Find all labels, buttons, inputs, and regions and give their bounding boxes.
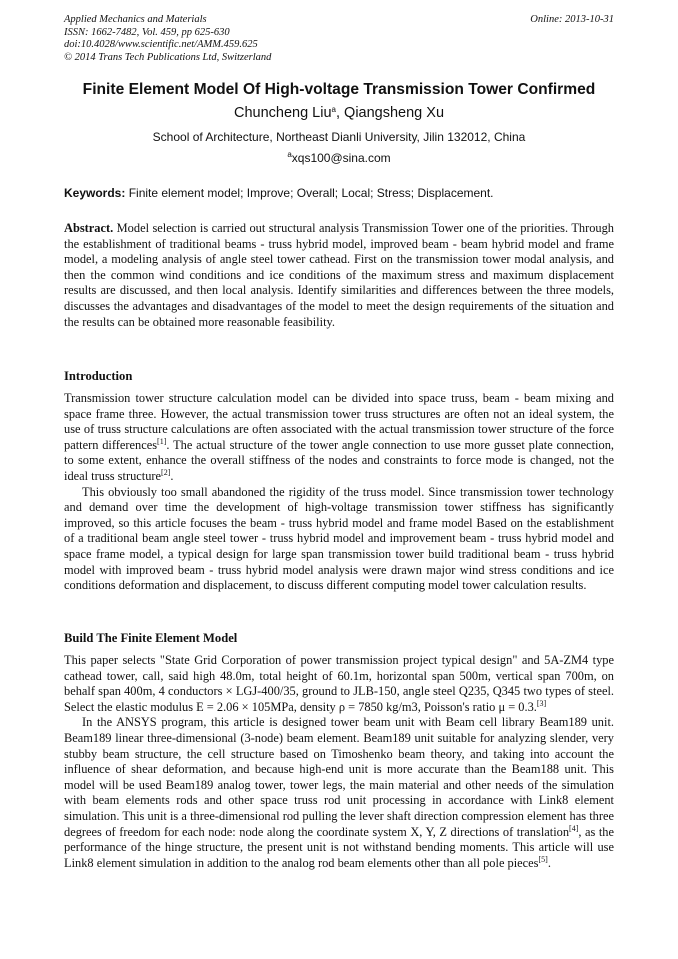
email-line [40,151,638,165]
doi-line: doi:10.4028/www.scientific.net/AMM.459.625 [64,39,258,50]
journal-name: Applied Mechanics and Materials [64,14,207,25]
citation: [2] [161,467,171,477]
keywords [64,186,614,200]
paragraph-text: . The actual structure of the tower angle connection to use more gusset plate connection, to some extent, enhance the overall stiffness of the nodes and constraints to force mode is changed, not the ideal truss structure [64,437,614,483]
build-model-section [64,653,614,871]
abstract [64,221,614,330]
paragraph-text: , as the performance of the hinge structure, the present unit is not withstand bending moments. This article will use Link8 element simulation in addition to the analog rod beam elements other than all pole pieces [64,824,614,870]
paragraph-text: In the ANSYS program, this article is designed tower beam unit with Beam cell library Beam189 unit. Beam189 linear three-dimensional (3-node) beam element. Beam189 unit suitable for analyzing slender, very stubby beam structure, the cell structure based on Timoshenko beam theory, and taking into account the influence of shear deformation, and because high-end unit is more accurate than the Beam188 unit. This model will be used Beam189 analog tower, tower legs, the main material and other needs of the simulation with beam elements rods and other space truss rod unit processing in accordance with Link8 element simulation. This unit is a three-dimensional rod pulling the lever shaft direction compression element has three degrees of freedom for each node: node along the coordinate system X, Y, Z directions of translation [64,715,614,839]
abstract-text: Model selection is carried out structural analysis Transmission Tower one of the priorities. Through the establishment of traditional beams - truss hybrid model, improved beam - beam hybrid model and frame model, a modeling analysis of angle steel tower cathead. First on the transmission tower modal analysis, and then the common wind conditions and ice conditions of the maximum stress and maximum displacement results are discussed, and then local analysis. Identify similarities and differences between the three models, discusses the advantages and disadvantages of the model to meet the design requirements of the situation and the results can be obtained more reasonable feasibility. [64,221,614,329]
paragraph [64,391,614,485]
author-line [40,105,638,121]
email-mark: a [287,150,292,159]
copyright-line: © 2014 Trans Tech Publications Ltd, Switzerland [64,51,272,63]
paragraph [64,715,614,871]
paragraph-text: Transmission tower structure calculation model can be divided into space truss, beam - beam mixing and space frame three. However, the actual transmission tower truss structures are often not an ideal system, the use of truss structure calculations are often associated with the actual transmission tower structure of the force pattern differences [64,391,614,452]
issn-line: ISSN: 1662-7482, Vol. 459, pp 625-630 [64,26,230,38]
build-model-heading: Build The Finite Element Model [64,631,238,645]
author-separator: , [335,105,345,121]
journal-header [64,14,614,64]
paragraph-text: . [170,468,174,483]
introduction-section [64,391,614,594]
keywords-text: Finite element model; Improve; Overall; Local; Stress; Displacement. [125,186,494,200]
paper-title: Finite Element Model Of High-voltage Transmission Tower Confirmed [82,81,596,98]
abstract-label: Abstract. [64,221,114,235]
citation: [1] [157,436,167,446]
author-affiliation-mark: a [331,105,336,114]
introduction-heading: Introduction [64,369,133,383]
citation: [4] [569,823,579,833]
author-name: Qiangsheng Xu [344,105,445,121]
paragraph-text: This paper selects "State Grid Corporation of power transmission project typical design" and 5A-ZM4 type cathead tower, call, said high 48.0m, total height of 60.1m, horizontal span 500m, vertical span 700m, on behalf span 400m, 4 conductors × LGJ-400/35, ground to JLB-150, angle steel Q235, Q345 two types of steel. Select the elastic modulus E = 2.06 × 105MPa, density ρ = 7850 kg/m3, Poisson's ratio μ = 0.3. [64,653,614,714]
paragraph-text: . [547,855,551,870]
paragraph: This obviously too small abandoned the rigidity of the truss model. Since transmission tower technology and demand over time the development of high-voltage transmission tower stiffness has significantly improved, so this article focuses the beam - truss hybrid model and frame model Based on the establishment of a traditional beam angle steel tower - truss hybrid model and improvement beam - truss hybrid model and space frame model, a typical design for large span transmission tower build traditional beam - truss hybrid model with improved beam - truss hybrid model analysis were drawn major wind stress conditions and ice conditions deformation and displacement, to discuss different computing model tower calculation results. [64,484,614,593]
keywords-label: Keywords: [64,186,126,200]
paragraph [64,653,614,715]
email-address: xqs100@sina.com [291,151,391,165]
online-date: Online: 2013-10-31 [530,14,614,25]
citation: [5] [538,854,548,864]
citation: [3] [536,698,547,708]
affiliation: School of Architecture, Northeast Dianli University, Jilin 132012, China [152,130,526,144]
author-name: Chuncheng Liu [233,105,332,121]
